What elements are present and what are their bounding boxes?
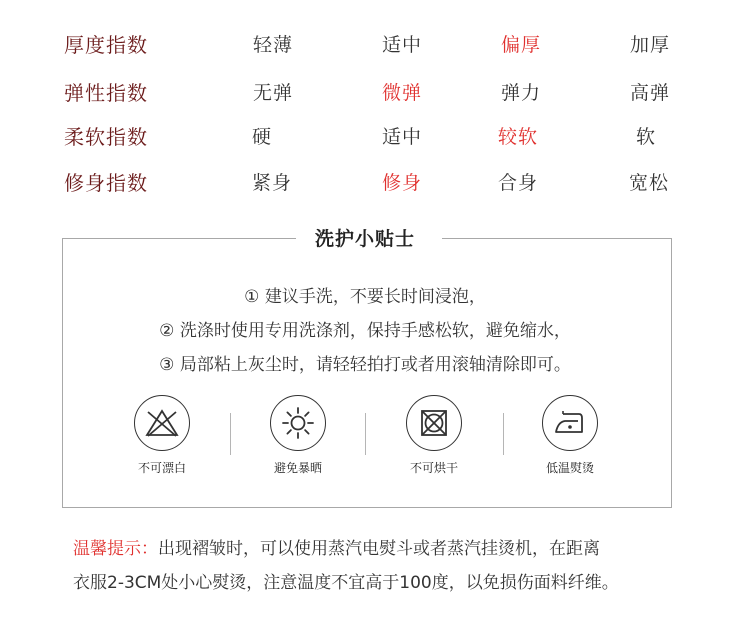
care-icon-avoid-sun (243, 395, 353, 476)
attribute-label: 弹性指数 (64, 81, 148, 105)
avoid-sun-icon (270, 395, 326, 451)
attribute-option: 高弹 (629, 82, 671, 104)
no-tumble-dry-icon (406, 395, 462, 451)
divider (230, 413, 231, 455)
attribute-option: 轻薄 (252, 34, 294, 56)
care-icon-no-bleach (107, 395, 217, 476)
attribute-row-thickness (0, 25, 730, 65)
attribute-option: 适中 (381, 34, 423, 56)
care-tip: ③ 局部粘上灰尘时，请轻轻拍打或者用滚轴清除即可。 (159, 355, 571, 375)
care-icon-low-iron (515, 395, 625, 476)
care-note-line-2: 衣服2-3CM处小心熨烫，注意温度不宜高于100度，以免损伤面料纤维。 (73, 573, 619, 593)
care-note-line-1 (73, 534, 600, 564)
attribute-option-selected: 微弹 (381, 82, 423, 104)
attribute-option: 适中 (381, 126, 423, 148)
attribute-option: 合身 (497, 172, 539, 194)
attribute-option: 软 (635, 126, 657, 148)
attribute-row-softness (0, 117, 730, 157)
care-icon-label: 避免暴晒 (273, 461, 322, 475)
attribute-option: 弹力 (500, 82, 542, 104)
attribute-row-fit (0, 163, 730, 203)
no-bleach-icon (134, 395, 190, 451)
care-tip: ② 洗涤时使用专用洗涤剂，保持手感松软，避免缩水， (159, 321, 571, 341)
care-icon-label: 不可烘干 (409, 461, 458, 475)
attribute-option: 无弹 (252, 82, 294, 104)
attribute-option: 硬 (251, 126, 273, 148)
care-icon-label: 低温熨烫 (545, 461, 594, 475)
care-note-prefix: 温馨提示： (73, 539, 158, 559)
attribute-row-elasticity (0, 73, 730, 113)
attribute-option: 宽松 (628, 172, 670, 194)
divider (503, 413, 504, 455)
attribute-option: 紧身 (251, 172, 293, 194)
care-icon-no-tumble-dry (379, 395, 489, 476)
care-icon-label: 不可漂白 (137, 461, 186, 475)
attribute-label: 修身指数 (64, 171, 148, 195)
attribute-option: 加厚 (629, 34, 671, 56)
attribute-option-selected: 较软 (497, 126, 539, 148)
attribute-label: 柔软指数 (64, 125, 148, 149)
divider (365, 413, 366, 455)
care-tip: ① 建议手洗，不要长时间浸泡， (244, 287, 486, 307)
low-iron-icon (542, 395, 598, 451)
care-tips-title: 洗护小贴士 (314, 228, 415, 250)
attribute-label: 厚度指数 (64, 33, 148, 57)
attribute-option-selected: 偏厚 (500, 34, 542, 56)
care-note-text: 出现褶皱时，可以使用蒸汽电熨斗或者蒸汽挂烫机，在距离 (158, 539, 600, 559)
attribute-option-selected: 修身 (381, 172, 423, 194)
